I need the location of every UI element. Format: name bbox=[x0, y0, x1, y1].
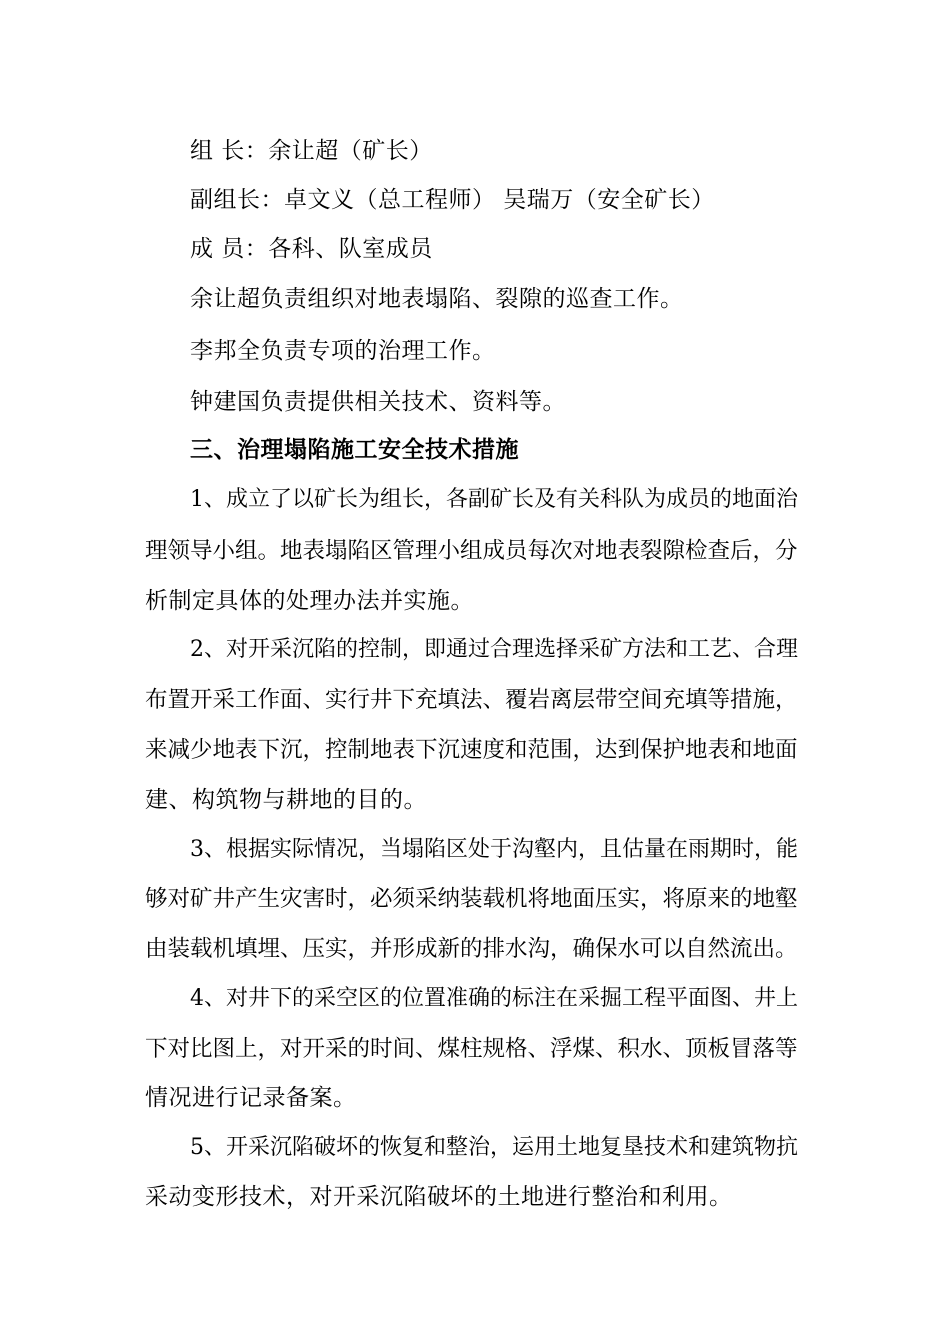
paragraph-line: 析制定具体的处理办法并实施。 bbox=[145, 588, 474, 614]
paragraph-line: 1、成立了以矿长为组长，各副矿长及有关科队为成员的地面治 bbox=[190, 487, 798, 512]
paragraph-line: 采动变形技术，对开采沉陷破坏的土地进行整治和利用。 bbox=[145, 1184, 733, 1210]
roster-members: 成 员：各科、队室成员 bbox=[190, 236, 433, 262]
paragraph-line: 够对矿井产生灾害时，必须采纳装载机将地面压实，将原来的地壑 bbox=[145, 886, 798, 912]
paragraph-line: 由装载机填埋、压实，并形成新的排水沟，确保水可以自然流出。 bbox=[145, 936, 798, 962]
paragraph-line: 2、对开采沉陷的控制，即通过合理选择采矿方法和工艺、合理 bbox=[190, 637, 798, 662]
paragraph-line: 5、开采沉陷破坏的恢复和整治，运用土地复垦技术和建筑物抗 bbox=[190, 1135, 798, 1160]
duty-line: 李邦全负责专项的治理工作。 bbox=[190, 338, 496, 364]
paragraph-line: 布置开采工作面、实行井下充填法、覆岩离层带空间充填等措施， bbox=[145, 687, 798, 713]
paragraph-line: 3、根据实际情况，当塌陷区处于沟壑内，且估量在雨期时，能 bbox=[190, 837, 798, 862]
roster-leader: 组 长：余让超（矿长） bbox=[190, 138, 433, 164]
duty-line: 余让超负责组织对地表塌陷、裂隙的巡查工作。 bbox=[190, 286, 684, 312]
roster-deputy: 副组长：卓文义（总工程师） 吴瑞万（安全矿长） bbox=[190, 187, 715, 213]
section-heading: 三、治理塌陷施工安全技术措施 bbox=[190, 436, 519, 463]
paragraph-line: 情况进行记录备案。 bbox=[145, 1085, 357, 1111]
paragraph-line: 建、构筑物与耕地的目的。 bbox=[145, 787, 427, 813]
paragraph-line: 理领导小组。地表塌陷区管理小组成员每次对地表裂隙检查后，分 bbox=[145, 538, 798, 564]
paragraph-line: 下对比图上，对开采的时间、煤柱规格、浮煤、积水、顶板冒落等 bbox=[145, 1036, 798, 1062]
duty-line: 钟建国负责提供相关技术、资料等。 bbox=[190, 389, 566, 415]
paragraph-line: 4、对井下的采空区的位置准确的标注在采掘工程平面图、井上 bbox=[190, 986, 798, 1011]
paragraph-line: 来减少地表下沉，控制地表下沉速度和范围，达到保护地表和地面 bbox=[145, 737, 798, 763]
